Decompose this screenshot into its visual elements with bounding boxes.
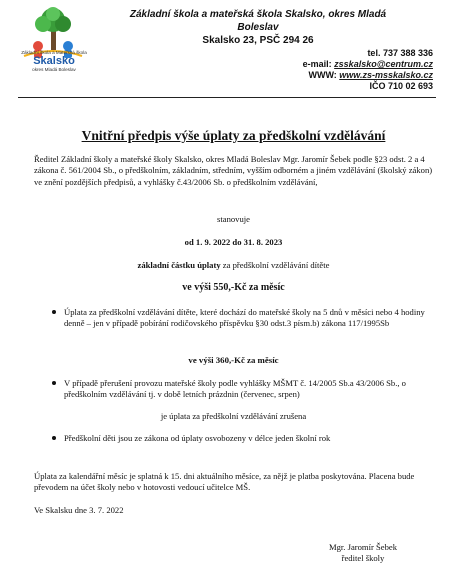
bullet-text: V případě přerušení provozu mateřské školy podle vyhlášky MŠMT č. 14/2005 Sb.a 43/2006 Sb., o předškolním vzdělávání tj. v době letních prázdnin (červenec, srpen) — [64, 378, 406, 400]
logo-line-district: okres Mladá Boleslav — [32, 67, 76, 72]
place-date: Ve Skalsku dne 3. 7. 2022 — [34, 505, 124, 515]
email-link[interactable]: zsskalsko@centrum.cz — [334, 59, 433, 69]
payment-paragraph: Úplata za kalendářní měsíc je splatná k 15. dni aktuálního měsíce, za nějž je platba poskytována. Placena bude převodem na účet školy nebo v hotovosti vedoucí učitelce MŠ. — [34, 471, 415, 493]
bullet-text: Úplata za předškolní vzdělávání dítěte, které dochází do mateřské školy na 5 dnů v měsíci nebo 4 hodiny denně – jen v případě pobírání rodičovského příspěvku §30 odst.3 písm.b) zákona 117/1995Sb — [64, 307, 425, 329]
email-line — [303, 59, 433, 70]
logo-line-name: Skalsko — [33, 55, 75, 67]
logo-text — [14, 50, 94, 72]
validity-period: od 1. 9. 2022 do 31. 8. 2023 — [184, 237, 283, 247]
ico: IČO 710 02 693 — [369, 81, 433, 91]
stanovuje-text: stanovuje — [217, 214, 250, 224]
list-item — [64, 378, 436, 401]
intro-paragraph: Ředitel Základní školy a mateřské školy Skalsko, okres Mladá Boleslav Mgr. Jaromír Šebek podle §23 odst. 2 a 4 zákona č. 561/2004 Sb., o předškolním, základním, středním, vyšším odborném a jiném vzdělávání (školský zákon) ve znění pozdějších předpisů, a vyhlášky č.43/2006 Sb. o předškolním vzdělávání, — [34, 154, 433, 187]
basic-amount-line — [0, 260, 467, 271]
phone: tel. 737 388 336 — [367, 48, 433, 58]
bullet-icon — [52, 381, 56, 385]
basic-amount-bold: základní částku úplaty — [137, 260, 221, 270]
list-item — [64, 307, 436, 330]
fee-cancelled: je úplata za předškolní vzdělávání zrušena — [160, 411, 307, 421]
basic-amount-rest: za předškolní vzdělávání dítěte — [220, 260, 330, 270]
school-name: Základní škola a mateřská škola Skalsko, okres Mladá Boleslav — [129, 9, 387, 33]
email-label: e-mail: — [302, 59, 335, 69]
bullet-text: Předškolní děti jsou ze zákona od úplaty osvobozeny v délce jeden školní rok — [64, 433, 331, 443]
signature-block — [318, 542, 408, 565]
school-address: Skalsko 23, PSČ 294 26 — [202, 35, 314, 46]
www-label: WWW: — [308, 70, 340, 80]
bullet-icon — [52, 436, 56, 440]
header-divider — [18, 97, 436, 98]
www-link[interactable]: www.zs-msskalsko.cz — [339, 70, 433, 80]
www-line — [303, 70, 433, 81]
document-title: Vnitřní předpis výše úplaty za předškolní vzdělávání — [81, 128, 386, 143]
list-item — [64, 433, 436, 444]
amount-550: ve výši 550,-Kč za měsíc — [182, 282, 285, 293]
logo-line-school: Základní škola a Mateřská škola — [21, 50, 87, 55]
signer-role: ředitel školy — [341, 553, 385, 564]
contact-block — [303, 48, 433, 92]
signer-name: Mgr. Jaromír Šebek — [328, 542, 398, 552]
amount-360: ve výši 360,-Kč za měsíc — [188, 355, 279, 365]
school-header — [108, 8, 408, 47]
bullet-icon — [52, 310, 56, 314]
